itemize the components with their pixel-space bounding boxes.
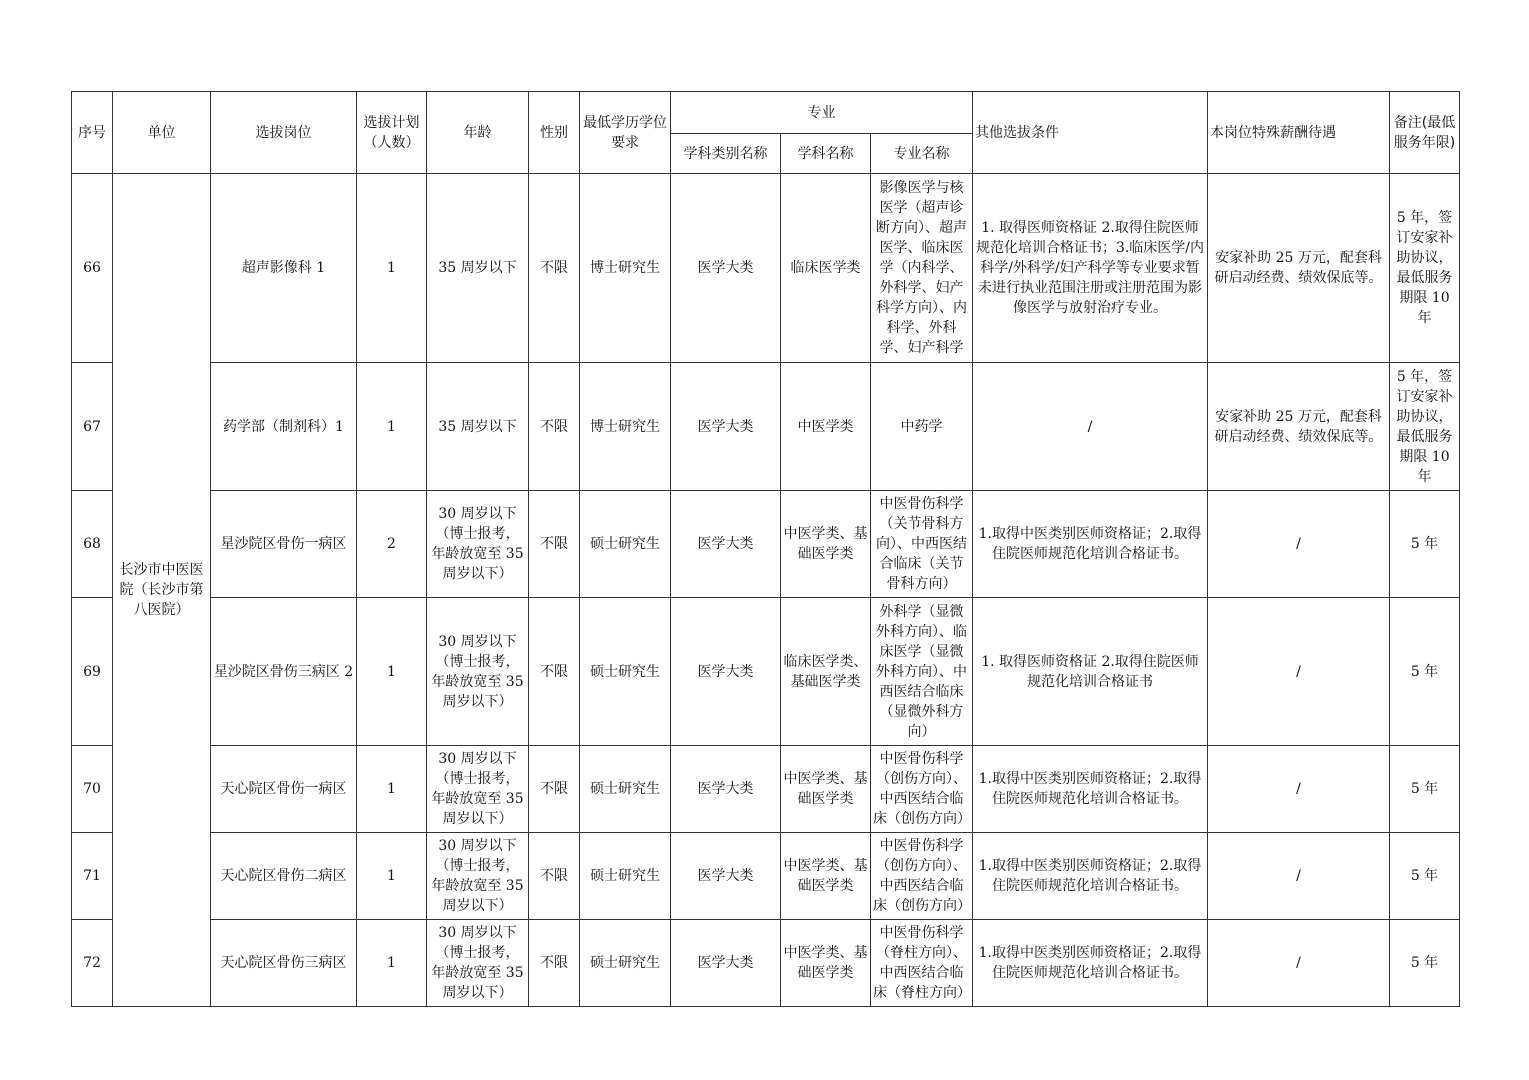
cell-gender: 不限 xyxy=(529,833,580,920)
table-row xyxy=(72,491,1460,598)
cell-other-conditions: / xyxy=(973,363,1208,491)
header-gender: 性别 xyxy=(529,92,580,174)
cell-other-conditions: 1.取得中医类别医师资格证；2.取得住院医师规范化培训合格证书。 xyxy=(973,746,1208,833)
cell-discipline-category: 医学大类 xyxy=(671,491,781,598)
cell-position: 星沙院区骨伤一病区 xyxy=(211,491,357,598)
header-major-group: 专业 xyxy=(671,92,973,134)
header-plan: 选拔计划（人数） xyxy=(357,92,427,174)
header-other-conditions: 其他选拔条件 xyxy=(973,92,1208,174)
cell-other-conditions: 1.取得中医类别医师资格证；2.取得住院医师规范化培训合格证书。 xyxy=(973,491,1208,598)
cell-plan: 1 xyxy=(357,833,427,920)
cell-gender: 不限 xyxy=(529,491,580,598)
cell-major: 外科学（显微外科方向）、临床医学（显微外科方向）、中西医结合临床（显微外科方向） xyxy=(871,598,973,746)
cell-position: 天心院区骨伤一病区 xyxy=(211,746,357,833)
cell-position: 星沙院区骨伤三病区 2 xyxy=(211,598,357,746)
cell-discipline: 中医学类、基础医学类 xyxy=(781,920,871,1007)
cell-salary: / xyxy=(1208,833,1390,920)
header-salary: 本岗位特殊薪酬待遇 xyxy=(1208,92,1390,174)
cell-education: 硕士研究生 xyxy=(580,491,671,598)
cell-age: 30 周岁以下（博士报考，年龄放宽至 35 周岁以下） xyxy=(427,491,529,598)
cell-other-conditions: 1.取得中医类别医师资格证；2.取得住院医师规范化培训合格证书。 xyxy=(973,920,1208,1007)
header-education: 最低学历学位要求 xyxy=(580,92,671,174)
cell-seq: 70 xyxy=(72,746,113,833)
cell-remarks: 5 年 xyxy=(1390,746,1460,833)
cell-discipline-category: 医学大类 xyxy=(671,833,781,920)
cell-discipline: 中医学类、基础医学类 xyxy=(781,491,871,598)
header-unit: 单位 xyxy=(113,92,211,174)
cell-remarks: 5 年，签订安家补助协议，最低服务期限 10 年 xyxy=(1390,363,1460,491)
cell-discipline: 中医学类 xyxy=(781,363,871,491)
cell-discipline: 临床医学类 xyxy=(781,174,871,363)
cell-major: 中医骨伤科学（关节骨科方向）、中西医结合临床（关节骨科方向） xyxy=(871,491,973,598)
table-row xyxy=(72,363,1460,491)
cell-seq: 67 xyxy=(72,363,113,491)
cell-education: 博士研究生 xyxy=(580,363,671,491)
cell-age: 30 周岁以下（博士报考，年龄放宽至 35 周岁以下） xyxy=(427,833,529,920)
cell-discipline-category: 医学大类 xyxy=(671,598,781,746)
cell-position: 超声影像科 1 xyxy=(211,174,357,363)
header-discipline-category: 学科类别名称 xyxy=(671,134,781,174)
cell-gender: 不限 xyxy=(529,746,580,833)
cell-seq: 68 xyxy=(72,491,113,598)
cell-major: 中医骨伤科学（脊柱方向）、中西医结合临床（脊柱方向） xyxy=(871,920,973,1007)
cell-age: 30 周岁以下（博士报考，年龄放宽至 35 周岁以下） xyxy=(427,598,529,746)
cell-discipline-category: 医学大类 xyxy=(671,174,781,363)
cell-position: 天心院区骨伤二病区 xyxy=(211,833,357,920)
cell-unit: 长沙市中医医院（长沙市第八医院） xyxy=(113,174,211,1007)
cell-gender: 不限 xyxy=(529,174,580,363)
table-row xyxy=(72,746,1460,833)
header-seq: 序号 xyxy=(72,92,113,174)
cell-age: 35 周岁以下 xyxy=(427,363,529,491)
cell-discipline-category: 医学大类 xyxy=(671,363,781,491)
cell-position: 天心院区骨伤三病区 xyxy=(211,920,357,1007)
cell-gender: 不限 xyxy=(529,363,580,491)
cell-remarks: 5 年 xyxy=(1390,920,1460,1007)
cell-salary: 安家补助 25 万元，配套科研启动经费、绩效保底等。 xyxy=(1208,363,1390,491)
cell-salary: 安家补助 25 万元，配套科研启动经费、绩效保底等。 xyxy=(1208,174,1390,363)
table-row xyxy=(72,920,1460,1007)
cell-major: 中医骨伤科学（创伤方向）、中西医结合临床（创伤方向） xyxy=(871,746,973,833)
table-row xyxy=(72,174,1460,363)
cell-plan: 1 xyxy=(357,746,427,833)
cell-gender: 不限 xyxy=(529,920,580,1007)
cell-gender: 不限 xyxy=(529,598,580,746)
recruitment-table xyxy=(71,91,1460,1007)
cell-seq: 71 xyxy=(72,833,113,920)
cell-age: 30 周岁以下（博士报考，年龄放宽至 35 周岁以下） xyxy=(427,746,529,833)
cell-discipline-category: 医学大类 xyxy=(671,746,781,833)
cell-plan: 1 xyxy=(357,174,427,363)
cell-discipline: 临床医学类、基础医学类 xyxy=(781,598,871,746)
cell-remarks: 5 年，签订安家补助协议，最低服务期限 10 年 xyxy=(1390,174,1460,363)
header-remarks: 备注(最低服务年限) xyxy=(1390,92,1460,174)
cell-salary: / xyxy=(1208,598,1390,746)
header-discipline: 学科名称 xyxy=(781,134,871,174)
cell-major: 中药学 xyxy=(871,363,973,491)
cell-seq: 72 xyxy=(72,920,113,1007)
cell-age: 35 周岁以下 xyxy=(427,174,529,363)
table-row xyxy=(72,598,1460,746)
cell-discipline-category: 医学大类 xyxy=(671,920,781,1007)
header-age: 年龄 xyxy=(427,92,529,174)
cell-plan: 1 xyxy=(357,363,427,491)
cell-seq: 66 xyxy=(72,174,113,363)
cell-discipline: 中医学类、基础医学类 xyxy=(781,746,871,833)
cell-salary: / xyxy=(1208,746,1390,833)
cell-remarks: 5 年 xyxy=(1390,598,1460,746)
cell-plan: 1 xyxy=(357,598,427,746)
cell-major: 影像医学与核医学（超声诊断方向）、超声医学、临床医学（内科学、外科学、妇产科学方向）、内科学、外科学、妇产科学 xyxy=(871,174,973,363)
header-major: 专业名称 xyxy=(871,134,973,174)
cell-education: 硕士研究生 xyxy=(580,920,671,1007)
cell-other-conditions: 1.取得中医类别医师资格证；2.取得住院医师规范化培训合格证书。 xyxy=(973,833,1208,920)
cell-education: 硕士研究生 xyxy=(580,746,671,833)
cell-discipline: 中医学类、基础医学类 xyxy=(781,833,871,920)
cell-other-conditions: 1. 取得医师资格证 2.取得住院医师规范化培训合格证书 xyxy=(973,598,1208,746)
cell-seq: 69 xyxy=(72,598,113,746)
cell-position: 药学部（制剂科）1 xyxy=(211,363,357,491)
cell-age: 30 周岁以下（博士报考，年龄放宽至 35 周岁以下） xyxy=(427,920,529,1007)
cell-education: 硕士研究生 xyxy=(580,833,671,920)
cell-plan: 1 xyxy=(357,920,427,1007)
cell-salary: / xyxy=(1208,491,1390,598)
cell-education: 硕士研究生 xyxy=(580,598,671,746)
cell-salary: / xyxy=(1208,920,1390,1007)
cell-remarks: 5 年 xyxy=(1390,491,1460,598)
cell-major: 中医骨伤科学（创伤方向）、中西医结合临床（创伤方向） xyxy=(871,833,973,920)
table-row xyxy=(72,833,1460,920)
cell-remarks: 5 年 xyxy=(1390,833,1460,920)
header-position: 选拔岗位 xyxy=(211,92,357,174)
cell-plan: 2 xyxy=(357,491,427,598)
cell-education: 博士研究生 xyxy=(580,174,671,363)
cell-other-conditions: 1. 取得医师资格证 2.取得住院医师规范化培训合格证书；3.临床医学/内科学/外科学/妇产科学等专业要求暂未进行执业范围注册或注册范围为影像医学与放射治疗专业。 xyxy=(973,174,1208,363)
